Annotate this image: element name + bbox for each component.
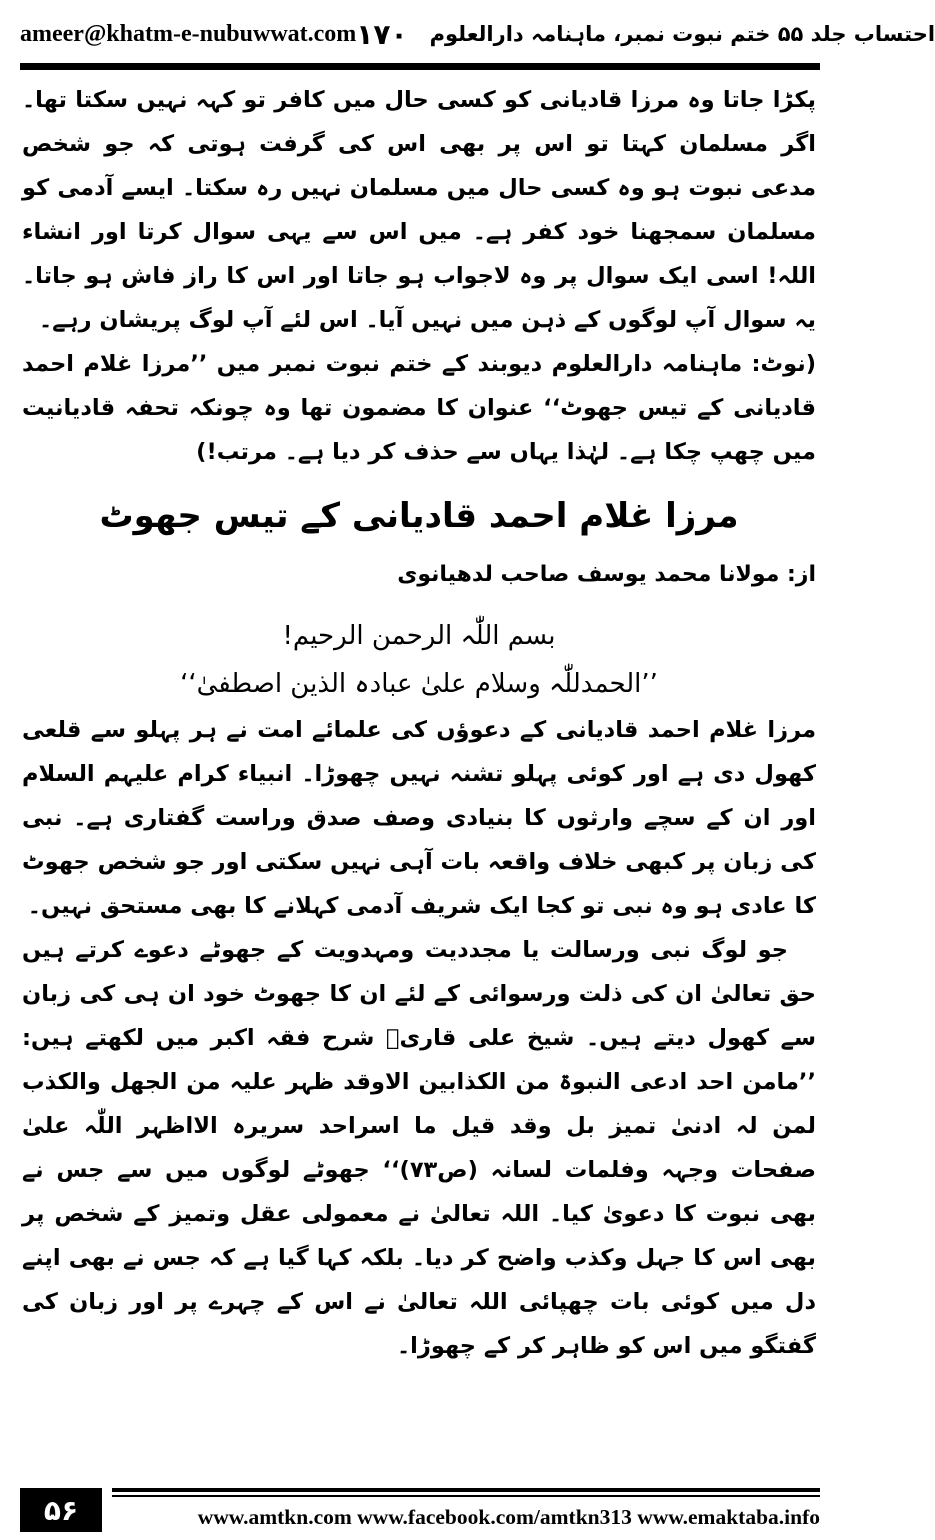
header-right-group — [356, 18, 935, 51]
bismillah-line: بسم اللّٰہ الرحمن الرحیم! — [282, 621, 556, 651]
article-title: مرزا غلام احمد قادیانی کے تیس جھوٹ — [99, 496, 739, 536]
footer-divider — [112, 1488, 820, 1492]
header-page-number: ۱۷۰ — [356, 17, 408, 51]
page-header — [20, 8, 935, 60]
header-email: ameer@khatm-e-nubuwwat.com — [20, 20, 357, 47]
article-paragraph-1: مرزا غلام احمد قادیانی کے دعوؤں کی علمائے امت نے ہر پہلو سے قلعی کھول دی ہے اور کوئی پہلو تشنہ نہیں چھوڑا۔ انبیاء کرام علیہم السلام اور ان کے سچے وارثوں کا بنیادی وصف صدق وراست گفتاری ہے۔ نبی کی زبان پر کبھی خلاف واقعہ بات آہی نہیں سکتی اور جو شخص جھوٹ کا عادی ہو وہ نبی تو کجا ایک شریف آدمی کہلانے کا بھی مستحق نہیں۔ — [21, 717, 816, 919]
header-divider — [20, 63, 820, 70]
body-paragraph-1: پکڑا جاتا وہ مرزا قادیانی کو کسی حال میں کافر تو کہہ نہیں سکتا تھا۔ اگر مسلمان کہتا تو اس پر بھی اس کی گرفت ہوتی کہ جو شخص مدعی نبوت ہو وہ کسی حال میں مسلمان نہیں رہ سکتا۔ ایسے آدمی کو مسلمان سمجھنا خود کفر ہے۔ میں اس سے یہی سوال کرتا اور انشاء اللہ! اسی ایک سوال پر وہ لاجواب ہو جاتا اور اس کا راز فاش ہو جاتا۔ یہ سوال آپ لوگوں کے ذہن میں نہیں آیا۔ اس لئے آپ لوگ پریشان رہے۔ — [22, 87, 816, 333]
footer-page-number: ۵۶ — [20, 1488, 102, 1532]
article-author: از: مولانا محمد یوسف صاحب لدھیانوی — [397, 562, 816, 587]
page-content — [22, 78, 816, 1368]
footer-links: www.amtkn.com www.facebook.com/amtkn313 www.emaktaba.info — [197, 1504, 820, 1529]
article-paragraph-2: جو لوگ نبی ورسالت یا مجددیت ومہدویت کے جھوٹے دعوے کرتے ہیں حق تعالیٰ ان کی ذلت ورسوائی کے لئے ان کا جھوٹ خود ان ہی کی زبان سے کھول دیتے ہیں۔ شیخ علی قاریؒ شرح فقہ اکبر میں لکھتے ہیں: ’’مامن احد ادعی النبوۃ من الکذابین الاوقد ظہر علیہ من الجھل والکذب لمن لہ ادنیٰ تمیز بل وقد قیل ما اسراحد سریرہ الااظہر اللّٰہ علیٰ صفحات وجہہ وفلمات لسانہ (ص۷۳)‘‘ جھوٹے لوگوں میں سے جس نے بھی نبوت کا دعویٰ کیا۔ اللہ تعالیٰ نے معمولی عقل وتمیز کے شخص پر بھی اس کا جہل وکذب واضح کر دیا۔ بلکہ کہا گیا ہے کہ جس نے بھی اپنے دل میں کوئی بات چھپائی اللہ تعالیٰ نے اس کے چہرے پر اور زبان کی گفتگو میں اس کو ظاہر کر کے چھوڑا۔ — [22, 937, 816, 1359]
editor-note: (نوٹ: ماہنامہ دارالعلوم دیوبند کے ختم نبوت نمبر میں ’’مرزا غلام احمد قادیانی کے تیس جھوٹ‘‘ عنوان کا مضمون تھا وہ چونکہ تحفہ قادیانیت میں چھپ چکا ہے۔ لہٰذا یہاں سے حذف کر دیا ہے۔ مرتب!) — [22, 351, 816, 465]
hamd-line: ’’الحمدللّٰہ وسلام علیٰ عبادہ الذین اصطفیٰ‘‘ — [180, 669, 658, 699]
header-publication-title: احتساب جلد ۵۵ ختم نبوت نمبر، ماہنامہ دارالعلوم — [429, 22, 935, 46]
footer-divider-thin — [112, 1495, 820, 1497]
